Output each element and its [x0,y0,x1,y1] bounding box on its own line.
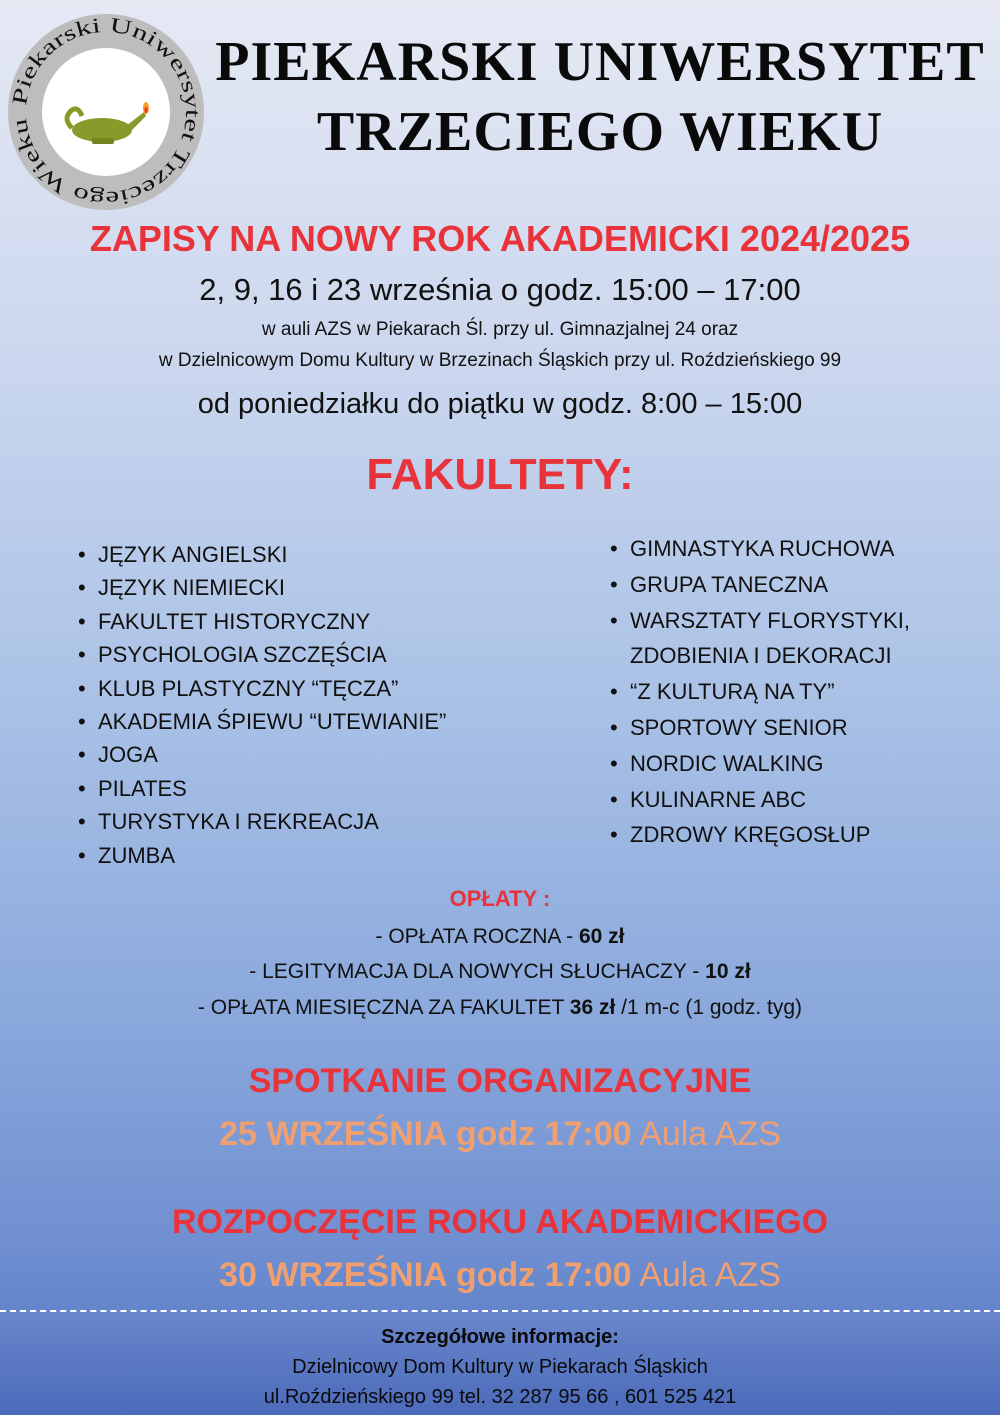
fee-monthly-value: 36 zł [569,996,616,1019]
meeting-place: Aula AZS [631,1115,781,1153]
list-item: • JĘZYK NIEMIECKI [78,571,446,604]
list-item: • GIMNASTYKA RUCHOWA [610,531,910,567]
list-item: • FAKULTET HISTORYCZNY [78,605,446,638]
opening-date: 30 WRZEŚNIA godz 17:00 [219,1256,632,1294]
list-item: • SPORTOWY SENIOR [610,710,910,746]
faculties-heading: FAKULTETY: [366,450,634,499]
footer-title: Szczegółowe informacje: [381,1326,619,1348]
list-item: • JOGA [78,738,446,771]
opening-place: Aula AZS [631,1256,781,1294]
list-item: • ZUMBA [78,839,446,872]
fee-monthly-label: - OPŁATA MIESIĘCZNA ZA FAKULTET [197,996,570,1019]
fee-annual-label: - OPŁATA ROCZNA - [375,925,579,948]
meeting-when [0,1115,1000,1154]
enrollment-place-2: w Dzielnicowym Domu Kultury w Brzezinach Śląskich przy ul. Roździeńskiego 99 [158,350,842,371]
list-item: • NORDIC WALKING [610,746,910,782]
enrollment-place-1: w auli AZS w Piekarach Śl. przy ul. Gimnazjalnej 24 oraz [261,319,739,340]
fee-annual [0,925,1000,949]
list-item: • PILATES [78,772,446,805]
list-item: • JĘZYK ANGIELSKI [78,538,446,571]
fees-heading: OPŁATY : [449,886,551,911]
opening-when [0,1256,1000,1295]
list-item: • AKADEMIA ŚPIEWU “UTEWIANIE” [78,705,446,738]
list-item: • GRUPA TANECZNA [610,567,910,603]
enrollment-heading: ZAPISY NA NOWY ROK AKADEMICKI 2024/2025 [89,218,911,259]
page-title-line2: TRZECIEGO WIEKU [316,101,884,163]
list-item-continuation: ZDOBIENIA I DEKORACJI [630,643,892,669]
list-item: • PSYCHOLOGIA SZCZĘŚCIA [78,638,446,671]
list-item: • KLUB PLASTYCZNY “TĘCZA” [78,672,446,705]
enrollment-hours: od poniedziałku do piątku w godz. 8:00 – 15:00 [197,388,803,420]
footer-contact: ul.Roździeńskiego 99 tel. 32 287 95 66 , 601 525 421 [263,1386,737,1408]
fee-id-card [0,960,1000,984]
opening-heading: ROZPOCZĘCIE ROKU AKADEMICKIEGO [171,1203,829,1241]
footer-address: Dzielnicowy Dom Kultury w Piekarach Śląskich [292,1356,708,1378]
fee-monthly [0,996,1000,1020]
meeting-date: 25 WRZEŚNIA godz 17:00 [219,1115,632,1153]
list-item: • ZDROWY KRĘGOSŁUP [610,817,910,853]
logo-ring-text: Piekarski Uniwersytet Trzeciego Wieku [7,12,206,212]
list-item: • WARSZTATY FLORYSTYKI, [610,603,910,639]
fee-monthly-suffix: /1 m-c (1 godz. tyg) [615,996,803,1019]
meeting-heading: SPOTKANIE ORGANIZACYJNE [248,1062,752,1100]
faculties-list-left [78,538,446,872]
list-item: • KULINARNE ABC [610,782,910,818]
logo-seal [6,12,206,212]
fee-id-label: - LEGITYMACJA DLA NOWYCH SŁUCHACZY - [249,960,706,983]
list-item: • TURYSTYKA I REKREACJA [78,805,446,838]
fee-annual-value: 60 zł [578,925,625,948]
page-title-line1: PIEKARSKI UNIWERSYTET [215,31,985,93]
enrollment-dates: 2, 9, 16 i 23 września o godz. 15:00 – 17:00 [199,272,801,307]
faculties-list-right [610,531,910,853]
fee-id-value: 10 zł [705,960,751,983]
list-item: • “Z KULTURĄ NA TY” [610,674,910,710]
